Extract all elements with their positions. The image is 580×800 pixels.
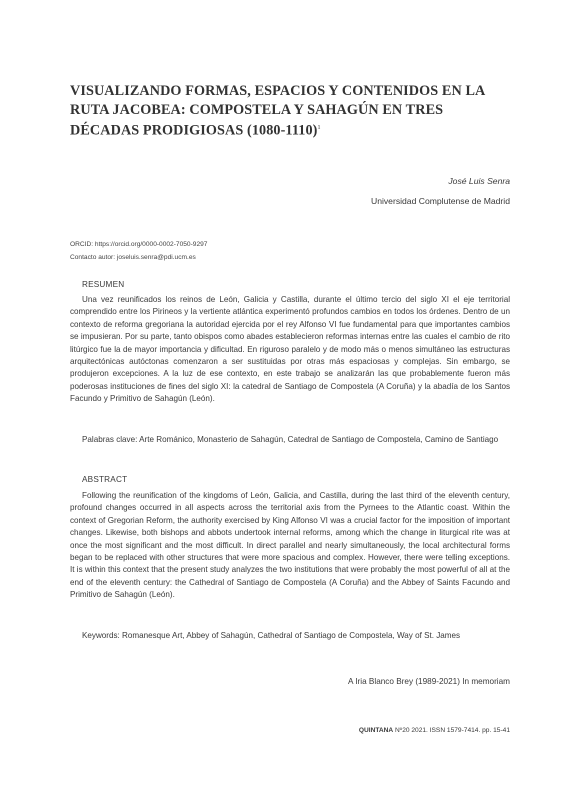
abstract-body: Following the reunification of the kingdoms of León, Galicia, and Castilla, during the last third of the eleventh century, profound changes occurred in all aspects across the territorial axis from the Pyrnees to the Atlantic coast. Within the context of Gregorian Reform, the authority exercised by King Alfonso VI was a crucial factor for the imposition of important changes. Likewise, both bishops and abbots undertook internal reforms, among which the change in liturgical rite was at once the most significant and the most difficult. In direct parallel and nearly simultaneously, the local architectural forms began to be replaced with other structures that were more spacious and complex. However, there were telling exceptions. It is within this context that the present study analyzes the two institutions that were probably the most powerful of all at the end of the eleventh century: the Cathedral of Santiago de Compostela (A Coruña) and the Abbey of Saints Facundo and Primitivo de Sahagún (León). [70, 491, 510, 600]
journal-name: QUINTANA [358, 727, 394, 734]
resumen-heading: RESUMEN [82, 280, 125, 289]
author-name: José Luis Senra [448, 176, 510, 186]
resumen-body: Una vez reunificados los reinos de León, Galicia y Castilla, durante el último tercio del siglo XI el eje territorial comprendido entre los Pirineos y la vertiente atlántica experimentó profundos cambios en todos los órdenes. Dentro de un contexto de reforma gregoriana la autoridad ejercida por el rey Alfonso VI fue fundamental para que importantes cambios se impusieran. Por su parte, tanto obispos como abades establecieron reformas internas entre las cuales el cambio de rito litúrgico fue la de mayor importancia y dificultad. En riguroso paralelo y de modo más o menos simultáneo las estructuras arquitectónicas autóctonas comenzaron a ser sustituidas por otras más espaciosas y complejas. Sin embargo, se produjeron excepciones. A la luz de ese contexto, en este trabajo se analizarán las que probablemente fueron más poderosas instituciones de fines del siglo XI: la catedral de Santiago de Compostela (A Coruña) y la abadía de los Santos Facundo y Primitivo de Sahagún (León). [70, 295, 510, 404]
resumen-keywords: Palabras clave: Arte Románico, Monasterio de Sahagún, Catedral de Santiago de Compostela, Camino de Santiago [82, 435, 499, 444]
page-footer [359, 727, 510, 734]
title-footnote-marker: 1 [317, 125, 321, 131]
abstract-keywords: Keywords: Romanesque Art, Abbey of Sahagún, Cathedral of Santiago de Compostela, Way of St. James [82, 631, 461, 640]
author-affiliation: Universidad Complutense de Madrid [370, 196, 510, 206]
dedication: A Iria Blanco Brey (1989-2021) In memoriam [347, 677, 510, 686]
journal-citation: Nº20 2021. ISSN 1579-7414. pp. 15-41 [393, 727, 510, 734]
orcid-line: ORCID: https://orcid.org/0000-0002-7050-9297 [70, 241, 208, 248]
abstract-heading: ABSTRACT [82, 475, 128, 484]
title-text: VISUALIZANDO FORMAS, ESPACIOS Y CONTENIDOS EN LA RUTA JACOBEA: COMPOSTELA Y SAHAGÚN EN TRES DÉCADAS PRODIGIOSAS (1080-1110) [70, 83, 485, 139]
article-title [70, 82, 510, 140]
contact-line: Contacto autor: joseluis.senra@pdi.ucm.es [70, 254, 196, 261]
